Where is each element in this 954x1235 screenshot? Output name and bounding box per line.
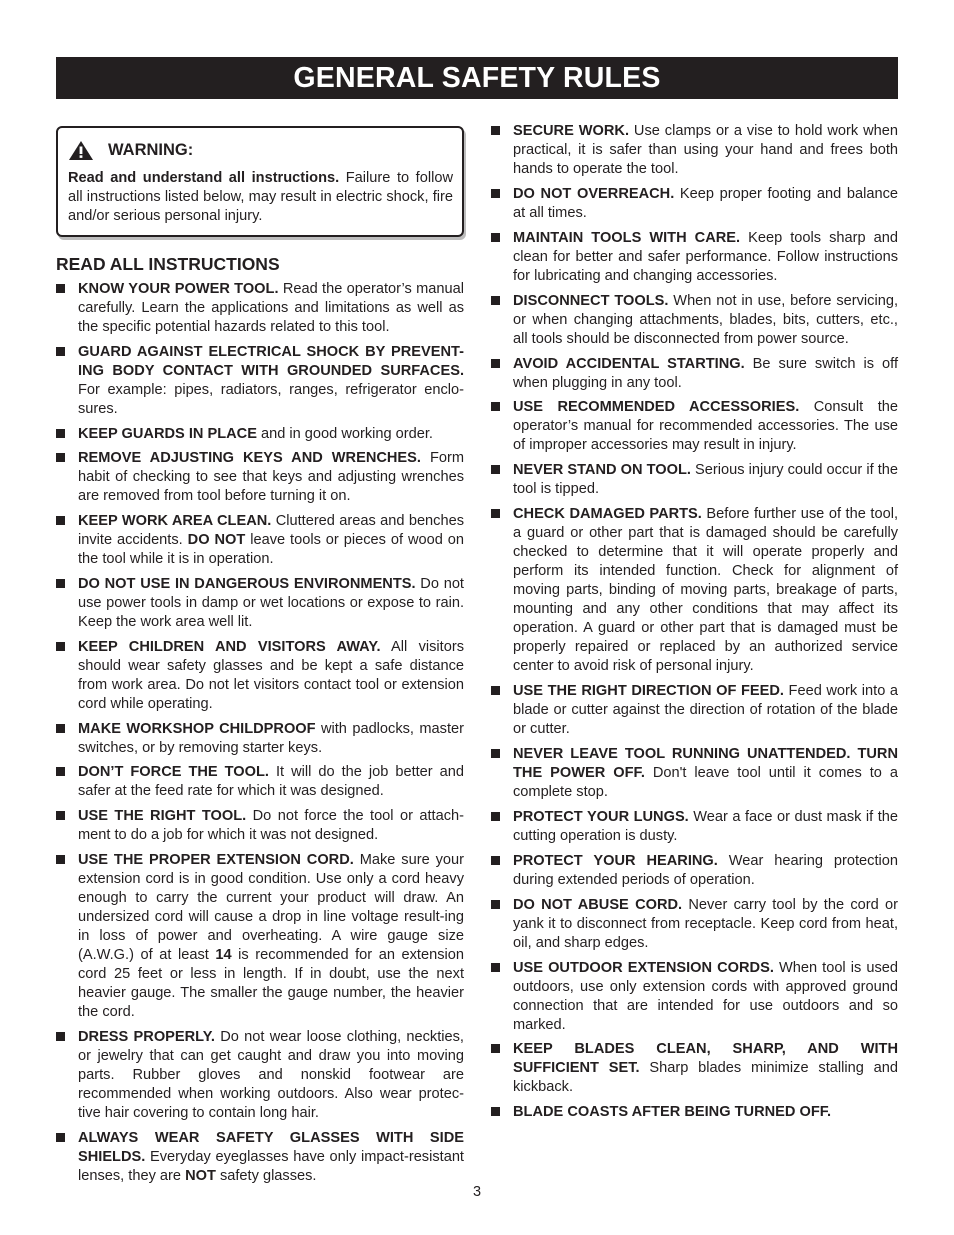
- right-rule-list: [491, 122, 898, 1122]
- rule-item: [56, 851, 464, 1022]
- rule-emphasis: 14: [215, 946, 232, 963]
- left-rule-list: [56, 280, 464, 1186]
- rule-lead: PROTECT YOUR LUNGS.: [513, 808, 689, 825]
- rule-item: [491, 229, 898, 286]
- rule-text: When not in use, before servicing, or when changing attachments, blades, bits, cutters, etc., all tools should be disconnected from power source.: [513, 292, 898, 347]
- rule-text: Form habit of checking to see that keys and adjusting wrenches are removed from tool before turning it on.: [78, 450, 464, 505]
- rule-item: [491, 959, 898, 1035]
- square-bullet-icon: [56, 767, 65, 776]
- rule-item: [56, 425, 464, 444]
- rule-item: [56, 449, 464, 506]
- rule-text: and in good working order.: [256, 425, 433, 442]
- warning-label: WARNING:: [108, 141, 194, 159]
- rule-lead: NEVER LEAVE TOOL RUNNING UNATTENDED. TURN THE POWER OFF.: [513, 746, 898, 782]
- rule-item: [491, 505, 898, 676]
- square-bullet-icon: [491, 296, 500, 305]
- square-bullet-icon: [56, 811, 65, 820]
- square-bullet-icon: [56, 642, 65, 651]
- rule-text: Use clamps or a vise to hold work when practical, it is safer than using your hand and frees both hands to operate the tool.: [513, 123, 898, 177]
- rule-lead: AVOID ACCIDENTAL STARTING.: [513, 355, 745, 372]
- square-bullet-icon: [491, 1044, 500, 1053]
- page-title: GENERAL SAFETY RULES: [56, 57, 898, 99]
- rule-text: Do not wear loose clothing, neckties, or jewelry that can get caught and draw you into moving parts. Rubber gloves and nonskid footwear are recommended when working outdoors. Also wear protec-tive hair covering to contain long hair.: [78, 1028, 464, 1121]
- rule-lead: SECURE WORK.: [513, 123, 629, 139]
- rule-lead: DISCONNECT TOOLS.: [513, 292, 669, 309]
- rule-text-cont: leave tools or pieces of wood on the tool while it is in operation.: [78, 532, 464, 568]
- rule-item: [56, 1129, 464, 1186]
- rule-text-cont: safety glasses.: [215, 1167, 317, 1184]
- rule-item: [491, 461, 898, 499]
- square-bullet-icon: [491, 126, 500, 135]
- rule-lead: KNOW YOUR POWER TOOL.: [78, 281, 279, 297]
- rule-text: Do not use power tools in damp or wet locations or expose to rain. Keep the work area well lit.: [78, 575, 464, 630]
- warning-box: [56, 126, 464, 237]
- square-bullet-icon: [56, 284, 65, 293]
- rule-lead: GUARD AGAINST ELECTRICAL SHOCK BY PREVENT-ING BODY CONTACT WITH GROUNDED SURFACES.: [78, 343, 464, 379]
- rule-lead: KEEP WORK AREA CLEAN.: [78, 513, 272, 530]
- rule-text: Never carry tool by the cord or yank it to disconnect from receptacle. Keep cord from heat, oil, and sharp edges.: [513, 896, 898, 951]
- square-bullet-icon: [56, 724, 65, 733]
- rule-item: [56, 575, 464, 632]
- rule-item: [491, 292, 898, 349]
- rule-lead: DO NOT USE IN DANGEROUS ENVIRONMENTS.: [78, 575, 416, 592]
- square-bullet-icon: [491, 189, 500, 198]
- rule-lead: NEVER STAND ON TOOL.: [513, 462, 691, 479]
- rule-lead: DO NOT OVERREACH.: [513, 185, 675, 202]
- rule-item: [491, 1040, 898, 1097]
- rule-emphasis: NOT: [185, 1167, 216, 1184]
- warning-body: Failure to follow all instructions listed below, may result in electric shock, fire and/or serious personal injury.: [68, 170, 453, 224]
- square-bullet-icon: [491, 509, 500, 518]
- rule-lead: KEEP BLADES CLEAN, SHARP, AND WITH SUFFICIENT SET.: [513, 1041, 898, 1077]
- rule-text: Keep proper footing and balance at all times.: [513, 185, 899, 221]
- rule-lead: MAKE WORKSHOP CHILDPROOF: [78, 720, 316, 737]
- square-bullet-icon: [491, 900, 500, 909]
- rule-text-cont: is recommended for an extension cord 25 feet or less in length. If in doubt, use the next heavier gauge. The smaller the gauge number, the heavier the cord.: [78, 946, 464, 1020]
- rule-lead: USE RECOMMENDED ACCESSORIES.: [513, 399, 800, 416]
- rule-item: [56, 720, 464, 758]
- square-bullet-icon: [491, 963, 500, 972]
- rule-text: with padlocks, master switches, or by removing starter keys.: [78, 720, 464, 756]
- rule-item: [491, 682, 898, 739]
- rule-text: Consult the operator’s manual for recommended accessories. The use of improper accessories may result in injury.: [513, 399, 898, 454]
- rule-item: [56, 638, 464, 714]
- square-bullet-icon: [56, 347, 65, 356]
- rule-text: Before further use of the tool, a guard or other part that is damaged should be carefully checked to determine that it will operate properly and perform its intended function. Check for alignment of moving parts, binding of moving parts, breakage of parts, mounting and any other conditions that may affect its operation. A guard or other part that is damaged must be properly repaired or replaced by an authorized service center to avoid risk of personal injury.: [513, 506, 898, 675]
- rule-text: For example: pipes, radiators, ranges, refrigerator enclo-sures.: [78, 381, 464, 417]
- rule-text: Sharp blades minimize stalling and kickback.: [513, 1060, 899, 1096]
- rule-text: Do not force the tool or attach-ment to do a job for which it was not designed.: [78, 808, 464, 844]
- rule-item: [56, 343, 464, 419]
- section-title: READ ALL INSTRUCTIONS: [56, 254, 280, 274]
- warning-triangle-icon: [68, 140, 94, 161]
- rule-text: Keep tools sharp and clean for better and safer performance. Follow instructions for lubricating and changing accessories.: [513, 229, 899, 284]
- square-bullet-icon: [56, 453, 65, 462]
- rule-item: [56, 763, 464, 801]
- rule-text: Wear a face or dust mask if the cutting operation is dusty.: [513, 808, 898, 844]
- warning-heading: [68, 140, 453, 161]
- rule-text: Feed work into a blade or cutter against the direction of rotation of the blade or cutter.: [513, 683, 899, 738]
- rule-lead: ALWAYS WEAR SAFETY GLASSES WITH SIDE SHIELDS.: [78, 1129, 464, 1165]
- rule-item: [491, 355, 898, 393]
- rule-lead: DO NOT ABUSE CORD.: [513, 896, 683, 913]
- rule-text: When tool is used outdoors, use only extension cords with approved ground connection that are intended for use outdoors and so marked.: [513, 959, 898, 1033]
- rule-lead: USE THE PROPER EXTENSION CORD.: [78, 851, 354, 868]
- rule-item: [491, 808, 898, 846]
- rule-text: Serious injury could occur if the tool is tipped.: [513, 462, 899, 498]
- rule-lead: KEEP CHILDREN AND VISITORS AWAY.: [78, 638, 381, 655]
- rule-item: [491, 896, 898, 953]
- rule-text: Don't leave tool until it comes to a complete stop.: [513, 765, 898, 801]
- rule-lead: USE THE RIGHT DIRECTION OF FEED.: [513, 683, 784, 700]
- rule-item: [491, 122, 898, 179]
- square-bullet-icon: [491, 856, 500, 865]
- rule-item: [56, 280, 464, 337]
- rule-text: Be sure switch is off when plugging in any tool.: [513, 355, 898, 391]
- rule-lead: KEEP GUARDS IN PLACE: [78, 425, 257, 442]
- rule-lead: BLADE COASTS AFTER BEING TURNED OFF.: [513, 1104, 832, 1121]
- rule-lead: DON’T FORCE THE TOOL.: [78, 764, 269, 781]
- square-bullet-icon: [491, 233, 500, 242]
- warning-text: [68, 169, 453, 226]
- square-bullet-icon: [491, 1107, 500, 1116]
- square-bullet-icon: [56, 1032, 65, 1041]
- rule-item: [491, 852, 898, 890]
- rule-text: All visitors should wear safety glasses and be kept a safe distance from work area. Do not let visitors contact tool or extension cord while operating.: [78, 638, 464, 712]
- rule-text: Make sure your extension cord is in good condition. Use only a cord heavy enough to carry the current your product will draw. An undersized cord will cause a drop in line voltage result-ing in loss of power and overheating. A wire gauge size (A.W.G.) of at least: [78, 851, 464, 963]
- rule-text: Cluttered areas and benches invite accidents.: [78, 513, 465, 549]
- right-column: [491, 122, 898, 1128]
- square-bullet-icon: [491, 812, 500, 821]
- rule-item: [56, 1028, 464, 1123]
- square-bullet-icon: [491, 749, 500, 758]
- rule-lead: MAINTAIN TOOLS WITH CARE.: [513, 229, 741, 246]
- rule-lead: REMOVE ADJUSTING KEYS AND WRENCHES.: [78, 450, 421, 467]
- rule-lead: USE THE RIGHT TOOL.: [78, 808, 247, 825]
- rule-lead: CHECK DAMAGED PARTS.: [513, 506, 702, 523]
- rule-item: [491, 398, 898, 455]
- rule-text: Everyday eyeglasses have only impact-resistant lenses, they are: [78, 1148, 464, 1184]
- left-column: [56, 122, 464, 1191]
- rule-item: [491, 185, 898, 223]
- square-bullet-icon: [56, 855, 65, 864]
- square-bullet-icon: [56, 429, 65, 438]
- rule-lead: DRESS PROPERLY.: [78, 1028, 215, 1045]
- square-bullet-icon: [491, 465, 500, 474]
- warning-lead: Read and understand all instructions.: [68, 170, 340, 186]
- rule-item: [491, 1103, 898, 1122]
- square-bullet-icon: [491, 686, 500, 695]
- rule-text: Wear hearing protection during extended periods of operation.: [513, 852, 899, 888]
- page-number: 3: [472, 1184, 482, 1200]
- square-bullet-icon: [491, 359, 500, 368]
- square-bullet-icon: [56, 516, 65, 525]
- rule-lead: USE OUTDOOR EXTENSION CORDS.: [513, 959, 774, 976]
- square-bullet-icon: [56, 579, 65, 588]
- rule-lead: PROTECT YOUR HEARING.: [513, 852, 718, 869]
- rule-text: It will do the job better and safer at the feed rate for which it was designed.: [78, 764, 464, 800]
- rule-item: [491, 745, 898, 802]
- rule-item: [56, 807, 464, 845]
- square-bullet-icon: [56, 1133, 65, 1142]
- rule-text: Read the operator’s manual carefully. Learn the applications and limitations as well as the specific potential hazards related to this tool.: [78, 281, 464, 335]
- rule-item: [56, 512, 464, 569]
- rule-emphasis: DO NOT: [187, 532, 246, 549]
- square-bullet-icon: [491, 402, 500, 411]
